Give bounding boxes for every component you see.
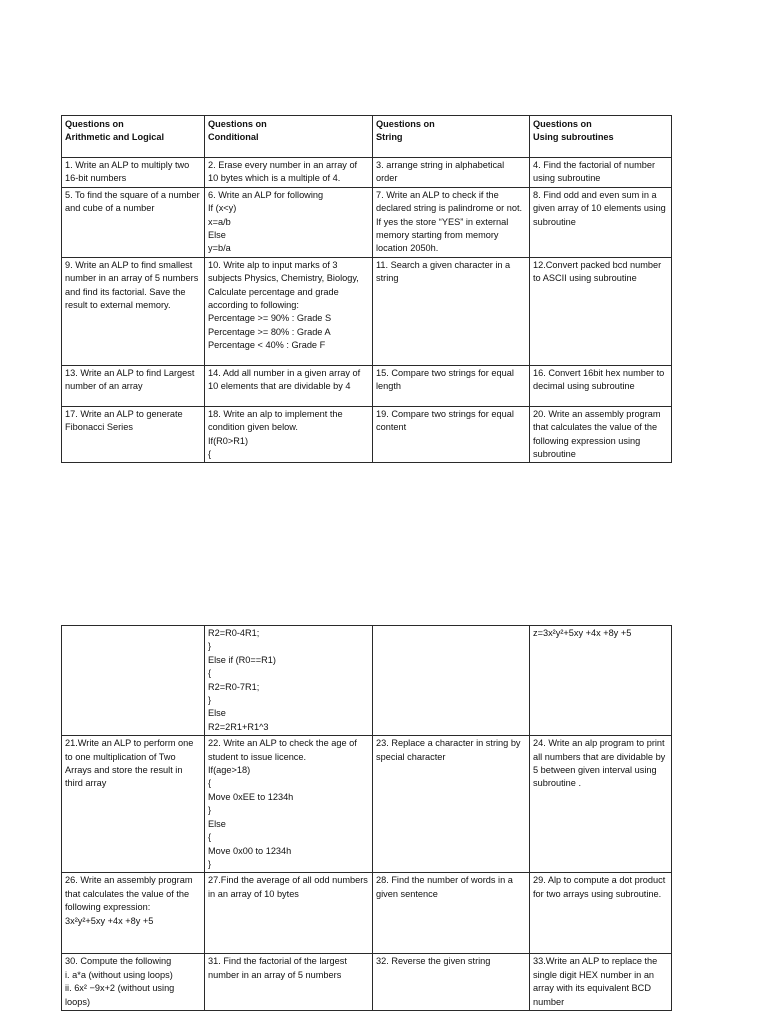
question-cell: 17. Write an ALP to generate Fibonacci Series — [62, 406, 205, 463]
question-cell: 24. Write an alp program to print all numbers that are dividable by 5 between given interval using subroutine . — [530, 736, 672, 873]
table-row — [62, 365, 672, 406]
question-cell: 14. Add all number in a given array of 10 elements that are dividable by 4 — [205, 365, 373, 406]
question-cell: 5. To find the square of a number and cube of a number — [62, 187, 205, 257]
question-cell: 30. Compute the following i. a*a (without using loops) ii. 6x² −9x+2 (without using loops) — [62, 954, 205, 1011]
question-cell: 4. Find the factorial of number using subroutine — [530, 158, 672, 188]
question-cell: 10. Write alp to input marks of 3 subjects Physics, Chemistry, Biology, Calculate percentage and grade according to following: Percentage >= 90% : Grade S Percentage >= 80% : Grade A Percentage < 40% : Grade F — [205, 257, 373, 365]
table-row — [62, 873, 672, 954]
question-cell: 20. Write an assembly program that calculates the value of the following expression using subroutine — [530, 406, 672, 463]
table-row — [62, 626, 672, 736]
table-row — [62, 954, 672, 1011]
question-cell: 16. Convert 16bit hex number to decimal using subroutine — [530, 365, 672, 406]
question-cell: 28. Find the number of words in a given sentence — [373, 873, 530, 954]
table-row — [62, 406, 672, 463]
questions-table-page-1 — [61, 115, 672, 463]
question-cell: 19. Compare two strings for equal content — [373, 406, 530, 463]
question-cell: 7. Write an ALP to check if the declared string is palindrome or not. If yes the store “YES” in external memory starting from memory location 2050h. — [373, 187, 530, 257]
question-cell: 22. Write an ALP to check the age of student to issue licence. If(age>18) { Move 0xEE to 1234h } Else { Move 0x00 to 1234h } — [205, 736, 373, 873]
question-cell: 27.Find the average of all odd numbers in an array of 10 bytes — [205, 873, 373, 954]
question-cell: 3. arrange string in alphabetical order — [373, 158, 530, 188]
question-cell: z=3x²y²+5xy +4x +8y +5 — [530, 626, 672, 736]
question-cell: 15. Compare two strings for equal length — [373, 365, 530, 406]
header-conditional: Questions on Conditional — [205, 116, 373, 158]
header-arithmetic-logical: Questions on Arithmetic and Logical — [62, 116, 205, 158]
table-row — [62, 158, 672, 188]
question-cell: 1. Write an ALP to multiply two 16-bit numbers — [62, 158, 205, 188]
question-cell: 26. Write an assembly program that calculates the value of the following expression: 3x²y²+5xy +4x +8y +5 — [62, 873, 205, 954]
table-row — [62, 187, 672, 257]
question-cell: 32. Reverse the given string — [373, 954, 530, 1011]
question-cell: 21.Write an ALP to perform one to one multiplication of Two Arrays and store the result in third array — [62, 736, 205, 873]
question-cell: 33.Write an ALP to replace the single digit HEX number in an array with its equivalent BCD number — [530, 954, 672, 1011]
question-cell: 6. Write an ALP for following If (x<y) x=a/b Else y=b/a — [205, 187, 373, 257]
header-subroutines: Questions on Using subroutines — [530, 116, 672, 158]
question-cell — [62, 626, 205, 736]
table-row — [62, 257, 672, 365]
question-cell — [373, 626, 530, 736]
question-cell: R2=R0-4R1; } Else if (R0==R1) { R2=R0-7R1; } Else R2=2R1+R1^3 — [205, 626, 373, 736]
question-cell: 9. Write an ALP to find smallest number in an array of 5 numbers and find its factorial. Save the result to external memory. — [62, 257, 205, 365]
question-cell: 13. Write an ALP to find Largest number of an array — [62, 365, 205, 406]
question-cell: 11. Search a given character in a string — [373, 257, 530, 365]
header-string: Questions on String — [373, 116, 530, 158]
question-cell: 8. Find odd and even sum in a given array of 10 elements using subroutine — [530, 187, 672, 257]
question-cell: 23. Replace a character in string by special character — [373, 736, 530, 873]
table-row — [62, 736, 672, 873]
question-cell: 31. Find the factorial of the largest number in an array of 5 numbers — [205, 954, 373, 1011]
question-cell: 12.Convert packed bcd number to ASCII using subroutine — [530, 257, 672, 365]
table-header-row — [62, 116, 672, 158]
question-cell: 18. Write an alp to implement the condition given below. If(R0>R1) { — [205, 406, 373, 463]
question-cell: 2. Erase every number in an array of 10 bytes which is a multiple of 4. — [205, 158, 373, 188]
question-cell: 29. Alp to compute a dot product for two arrays using subroutine. — [530, 873, 672, 954]
questions-table-page-2 — [61, 625, 672, 1011]
